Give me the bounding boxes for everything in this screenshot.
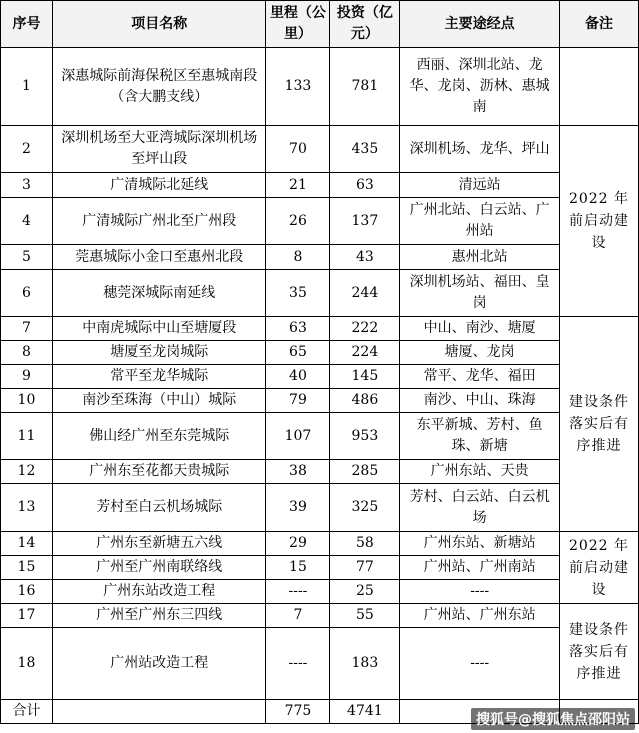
cell-length: 39 (266, 484, 330, 532)
cell-length: 107 (266, 413, 330, 460)
cell-length: 40 (266, 365, 330, 389)
cell-name: 广州东站改造工程 (52, 580, 266, 604)
cell-invest: 222 (330, 317, 400, 341)
cell-invest: 137 (330, 198, 400, 245)
cell-invest: 435 (330, 126, 400, 173)
cell-name: 深惠城际前海保税区至惠城南段（含大鹏支线） (52, 48, 266, 126)
cell-invest: 77 (330, 556, 400, 580)
cell-invest: 781 (330, 48, 400, 126)
cell-name: 广清城际广州北至广州段 (52, 198, 266, 245)
cell-invest: 285 (330, 460, 400, 484)
cell-length: 8 (266, 245, 330, 270)
cell-name: 广州站改造工程 (52, 628, 266, 700)
cell-stations: 芳村、白云站、白云机场 (400, 484, 560, 532)
cell-seq: 4 (1, 198, 53, 245)
cell-invest: 325 (330, 484, 400, 532)
cell-stations: 西丽、深圳北站、龙华、龙岗、沥林、惠城南 (400, 48, 560, 126)
table-row (1, 556, 639, 580)
cell-invest: 25 (330, 580, 400, 604)
cell-name: 广州东至花都天贵城际 (52, 460, 266, 484)
table-row (1, 580, 639, 604)
cell-stations: ---- (400, 580, 560, 604)
cell-seq: 14 (1, 532, 53, 556)
cell-stations: 常平、龙华、福田 (400, 365, 560, 389)
table-row (1, 628, 639, 700)
cell-name: 莞惠城际小金口至惠州北段 (52, 245, 266, 270)
cell-length: 79 (266, 389, 330, 413)
cell-stations: 广州东站、新塘站 (400, 532, 560, 556)
cell-name: 中南虎城际中山至塘厦段 (52, 317, 266, 341)
table-row (1, 48, 639, 126)
total-name-empty (52, 700, 266, 724)
table-row (1, 317, 639, 341)
header-seq: 序号 (1, 1, 53, 48)
cell-length: 7 (266, 604, 330, 628)
table-row (1, 173, 639, 198)
cell-note-group-b: 建设条件落实后有序推进 (560, 317, 639, 532)
cell-length: 38 (266, 460, 330, 484)
cell-name: 塘厦至龙岗城际 (52, 341, 266, 365)
cell-stations: 塘厦、龙岗 (400, 341, 560, 365)
cell-length: ---- (266, 580, 330, 604)
cell-stations: 广州站、广州南站 (400, 556, 560, 580)
table-row (1, 413, 639, 460)
table-row (1, 460, 639, 484)
cell-seq: 7 (1, 317, 53, 341)
total-label: 合计 (1, 700, 53, 724)
table-row (1, 270, 639, 317)
cell-stations: 清远站 (400, 173, 560, 198)
table-row (1, 365, 639, 389)
cell-name: 佛山经广州至东莞城际 (52, 413, 266, 460)
header-name: 项目名称 (52, 1, 266, 48)
cell-name: 芳村至白云机场城际 (52, 484, 266, 532)
cell-name: 深圳机场至大亚湾城际深圳机场至坪山段 (52, 126, 266, 173)
cell-seq: 9 (1, 365, 53, 389)
cell-seq: 5 (1, 245, 53, 270)
table-row (1, 126, 639, 173)
cell-seq: 11 (1, 413, 53, 460)
cell-seq: 16 (1, 580, 53, 604)
table-row (1, 604, 639, 628)
cell-seq: 1 (1, 48, 53, 126)
header-invest: 投资（亿元） (330, 1, 400, 48)
cell-length: ---- (266, 628, 330, 700)
cell-seq: 18 (1, 628, 53, 700)
cell-stations: 深圳机场站、福田、皇岗 (400, 270, 560, 317)
cell-seq: 3 (1, 173, 53, 198)
cell-note-group-a: 2022 年前启动建设 (560, 126, 639, 317)
cell-stations: 惠州北站 (400, 245, 560, 270)
table-row (1, 341, 639, 365)
table-row (1, 389, 639, 413)
cell-stations: 深圳机场、龙华、坪山 (400, 126, 560, 173)
header-note: 备注 (560, 1, 639, 48)
header-length: 里程（公里） (266, 1, 330, 48)
cell-stations: ---- (400, 628, 560, 700)
header-stations: 主要途经点 (400, 1, 560, 48)
cell-name: 广州至广州南联络线 (52, 556, 266, 580)
cell-invest: 486 (330, 389, 400, 413)
cell-note-group-d: 建设条件落实后有序推进 (560, 604, 639, 700)
cell-invest: 145 (330, 365, 400, 389)
cell-seq: 17 (1, 604, 53, 628)
cell-stations: 广州东站、天贵 (400, 460, 560, 484)
watermark: 搜狐号@搜狐焦点邵阳站 (471, 708, 635, 730)
table-row (1, 484, 639, 532)
cell-length: 70 (266, 126, 330, 173)
cell-name: 广州东至新塘五六线 (52, 532, 266, 556)
cell-name: 常平至龙华城际 (52, 365, 266, 389)
cell-stations: 南沙、中山、珠海 (400, 389, 560, 413)
cell-length: 63 (266, 317, 330, 341)
cell-seq: 15 (1, 556, 53, 580)
cell-seq: 6 (1, 270, 53, 317)
table-row (1, 532, 639, 556)
cell-invest: 58 (330, 532, 400, 556)
table-row (1, 245, 639, 270)
cell-seq: 2 (1, 126, 53, 173)
cell-invest: 183 (330, 628, 400, 700)
cell-seq: 13 (1, 484, 53, 532)
cell-length: 26 (266, 198, 330, 245)
cell-length: 15 (266, 556, 330, 580)
cell-invest: 63 (330, 173, 400, 198)
cell-invest: 55 (330, 604, 400, 628)
cell-name: 广州至广州东三四线 (52, 604, 266, 628)
cell-note-group-c: 2022 年前启动建设 (560, 532, 639, 604)
cell-stations: 东平新城、芳村、鱼珠、新塘 (400, 413, 560, 460)
cell-seq: 10 (1, 389, 53, 413)
cell-length: 21 (266, 173, 330, 198)
cell-invest: 244 (330, 270, 400, 317)
header-row (1, 1, 639, 48)
cell-name: 广清城际北延线 (52, 173, 266, 198)
cell-stations: 广州站、广州东站 (400, 604, 560, 628)
total-invest: 4741 (330, 700, 400, 724)
cell-invest: 43 (330, 245, 400, 270)
cell-note-empty (560, 48, 639, 126)
cell-invest: 224 (330, 341, 400, 365)
total-length: 775 (266, 700, 330, 724)
cell-length: 35 (266, 270, 330, 317)
cell-seq: 8 (1, 341, 53, 365)
cell-name: 穗莞深城际南延线 (52, 270, 266, 317)
cell-length: 65 (266, 341, 330, 365)
cell-seq: 12 (1, 460, 53, 484)
cell-length: 133 (266, 48, 330, 126)
cell-invest: 953 (330, 413, 400, 460)
cell-name: 南沙至珠海（中山）城际 (52, 389, 266, 413)
cell-length: 29 (266, 532, 330, 556)
table-row (1, 198, 639, 245)
cell-stations: 广州北站、白云站、广州站 (400, 198, 560, 245)
cell-stations: 中山、南沙、塘厦 (400, 317, 560, 341)
